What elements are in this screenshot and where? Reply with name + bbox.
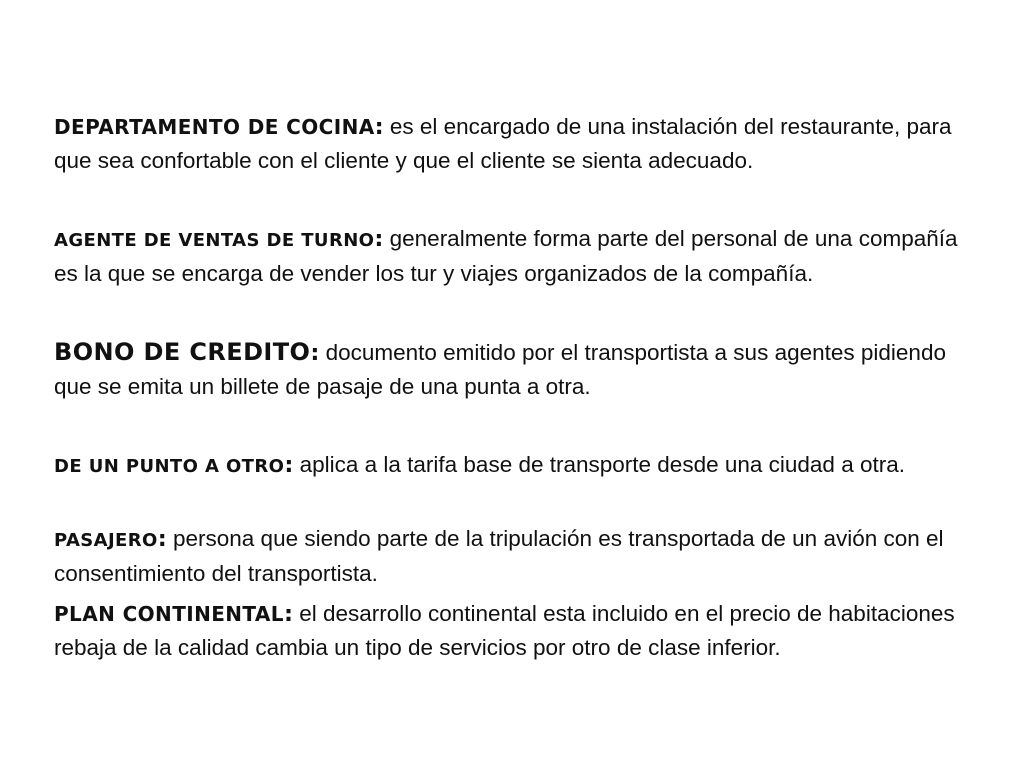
entry-plan-continental <box>54 597 974 664</box>
term-colon: : <box>374 226 384 252</box>
term-departamento-de-cocina: DEPARTAMENTO DE COCINA <box>54 115 375 139</box>
term-plan-continental: PLAN CONTINENTAL <box>54 602 284 626</box>
term-colon: : <box>310 340 320 366</box>
entry-bono-de-credito <box>54 336 974 403</box>
term-colon: : <box>374 114 384 140</box>
term-agente-de-ventas-de-turno: AGENTE DE VENTAS DE TURNO <box>54 230 375 251</box>
term-colon: : <box>157 526 167 552</box>
term-de-un-punto-a-otro: DE UN PUNTO A OTRO <box>54 456 285 477</box>
definition-departamento-de-cocina: es el encargado de una instalación del restaurante, para que sea confortable con el cliente y que el cliente se sienta adecuado. <box>54 114 952 173</box>
term-pasajero: PASAJERO <box>54 530 158 551</box>
entry-pasajero <box>54 522 974 590</box>
definition-de-un-punto-a-otro: aplica a la tarifa base de transporte desde una ciudad a otra. <box>299 452 905 477</box>
definition-agente-de-ventas-de-turno: generalmente forma parte del personal de una compañía es la que se encarga de vender los tur y viajes organizados de la compañía. <box>54 226 958 286</box>
term-bono-de-credito: BONO DE CREDITO <box>54 338 311 366</box>
term-colon: : <box>284 452 294 478</box>
entry-de-un-punto-a-otro <box>54 448 974 483</box>
definition-pasajero: persona que siendo parte de la tripulación es transportada de un avión con el consentimiento del transportista. <box>54 526 944 586</box>
term-colon: : <box>283 601 293 627</box>
entry-agente-de-ventas-de-turno <box>54 222 974 290</box>
definition-plan-continental: el desarrollo continental esta incluido en el precio de habitaciones rebaja de la calidad cambia un tipo de servicios por otro de clase inferior. <box>54 601 955 660</box>
definition-bono-de-credito: documento emitido por el transportista a sus agentes pidiendo que se emita un billete de pasaje de una punta a otra. <box>54 340 946 399</box>
entry-departamento-de-cocina <box>54 110 974 177</box>
